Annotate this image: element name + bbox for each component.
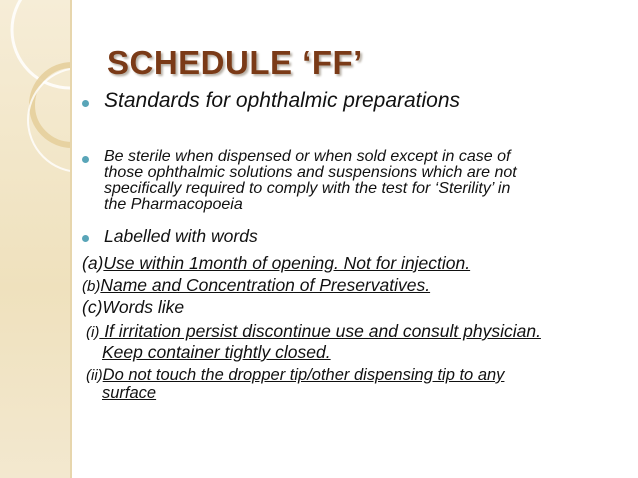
item-i-line-1: [86, 321, 541, 342]
bullet-dot: [82, 235, 89, 242]
item-c: (c)Words like: [82, 297, 185, 317]
item-ii-line-1: [86, 366, 504, 385]
bullet-sterile-line-4: the Pharmacopoeia: [104, 196, 243, 213]
item-a-text: Use within 1month of opening. Not for injection.: [103, 253, 471, 273]
item-i-text-1: If irritation persist discontinue use and consult physician.: [99, 321, 541, 341]
item-a-prefix: (a): [82, 253, 104, 273]
bullet-dot: [82, 156, 89, 163]
item-b-prefix: (b): [82, 278, 101, 295]
item-ii-line-2: surface: [102, 384, 157, 402]
item-i-prefix: (i): [86, 324, 100, 341]
item-ii-text-1: Do not touch the dropper tip/other dispensing tip to any: [102, 366, 505, 384]
sidebar-divider: [70, 0, 72, 478]
bullet-sterile-line-3: specifically required to comply with the test for ‘Sterility’ in: [104, 180, 511, 197]
decorative-circles: [0, 0, 72, 478]
item-b-text: Name and Concentration of Preservatives.: [100, 275, 431, 295]
decorative-sidebar: [0, 0, 72, 478]
bullet-dot: [82, 100, 89, 107]
bullet-labelled: Labelled with words: [104, 226, 258, 246]
item-a: [82, 253, 470, 274]
slide-title: SCHEDULE ‘FF’: [107, 44, 363, 81]
item-i-line-2: Keep container tightly closed.: [102, 342, 331, 362]
bullet-standards: Standards for ophthalmic preparations: [104, 89, 461, 112]
item-ii-prefix: (ii): [86, 367, 103, 384]
bullet-sterile-line-2: those ophthalmic solutions and suspensions which are not: [104, 164, 517, 181]
item-b: [82, 275, 430, 296]
bullet-sterile-line-1: Be sterile when dispensed or when sold except in case of: [104, 148, 511, 165]
